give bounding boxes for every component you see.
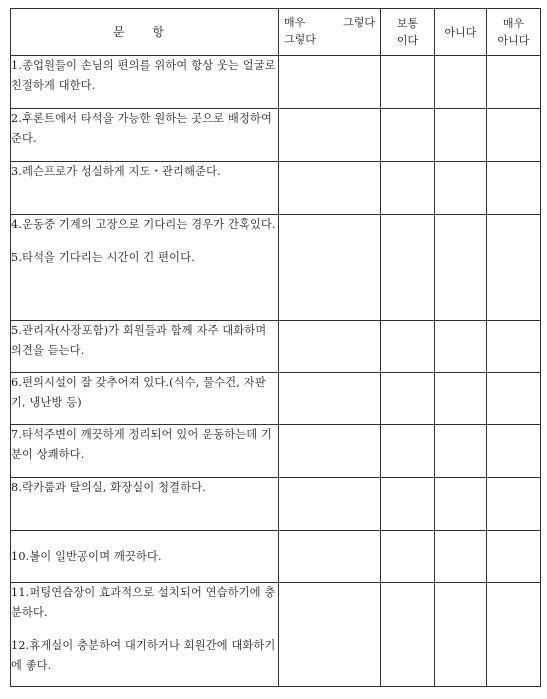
answer-cell[interactable] — [279, 109, 381, 162]
answer-cell[interactable] — [487, 531, 541, 583]
survey-table — [10, 8, 541, 687]
survey-row — [11, 583, 541, 687]
question-text: 11.퍼팅연습장이 효과적으로 설치되어 연습하기에 충분하다. — [11, 586, 276, 619]
answer-cell[interactable] — [435, 56, 487, 109]
answer-cell[interactable] — [487, 321, 541, 373]
question-text: 10.볼이 일반공이며 깨끗하다. — [11, 549, 162, 563]
answer-cell[interactable] — [381, 109, 435, 162]
very-disagree-line1: 매우 — [502, 17, 525, 30]
question-cell — [11, 583, 279, 687]
neutral-header — [381, 9, 435, 56]
answer-cell[interactable] — [381, 162, 435, 215]
header-row — [11, 9, 541, 56]
question-cell — [11, 56, 279, 109]
very-agree-agree-header — [279, 9, 381, 56]
answer-cell[interactable] — [381, 425, 435, 478]
answer-cell[interactable] — [487, 109, 541, 162]
answer-cell[interactable] — [435, 583, 487, 687]
answer-cell[interactable] — [279, 425, 381, 478]
answer-cell[interactable] — [279, 583, 381, 687]
answer-cell[interactable] — [381, 583, 435, 687]
answer-cell[interactable] — [487, 215, 541, 321]
question-text: 5.타석을 기다리는 시간이 긴 편이다. — [11, 251, 195, 264]
question-cell — [11, 373, 279, 425]
answer-cell[interactable] — [487, 373, 541, 425]
very-disagree-header — [487, 9, 541, 56]
neutral-line2: 이다 — [396, 34, 419, 47]
neutral-line1: 보통 — [396, 17, 419, 30]
survey-row — [11, 56, 541, 109]
question-text: 5.관리자(사장포함)가 회원들과 함께 자주 대화하며 의견을 듣는다. — [11, 324, 267, 357]
answer-cell[interactable] — [487, 56, 541, 109]
answer-cell[interactable] — [435, 162, 487, 215]
answer-cell[interactable] — [487, 583, 541, 687]
survey-row — [11, 425, 541, 478]
answer-cell[interactable] — [381, 478, 435, 531]
answer-cell[interactable] — [435, 109, 487, 162]
answer-cell[interactable] — [279, 162, 381, 215]
answer-cell[interactable] — [279, 215, 381, 321]
answer-cell[interactable] — [381, 56, 435, 109]
question-text: 2.후론트에서 타석을 가능한 원하는 곳으로 배정하여 준다. — [11, 112, 273, 145]
question-cell — [11, 531, 279, 583]
answer-cell[interactable] — [381, 373, 435, 425]
answer-cell[interactable] — [487, 162, 541, 215]
question-cell — [11, 425, 279, 478]
answer-cell[interactable] — [435, 321, 487, 373]
answer-cell[interactable] — [381, 215, 435, 321]
answer-cell[interactable] — [435, 478, 487, 531]
answer-cell[interactable] — [435, 373, 487, 425]
answer-cell[interactable] — [381, 531, 435, 583]
question-cell — [11, 162, 279, 215]
answer-cell[interactable] — [487, 478, 541, 531]
survey-row — [11, 531, 541, 583]
question-text: 12.휴게실이 충분하여 대기하거나 회원간에 대화하기에 좋다. — [11, 639, 276, 672]
survey-row — [11, 373, 541, 425]
survey-row — [11, 162, 541, 215]
very-agree-line2: 그렇다 — [284, 33, 316, 46]
disagree-header: 아니다 — [435, 9, 487, 56]
answer-cell[interactable] — [435, 215, 487, 321]
survey-row — [11, 109, 541, 162]
answer-cell[interactable] — [279, 478, 381, 531]
answer-cell[interactable] — [381, 321, 435, 373]
question-cell — [11, 321, 279, 373]
very-agree-line1: 매우 — [284, 16, 306, 29]
answer-cell[interactable] — [279, 321, 381, 373]
question-cell — [11, 215, 279, 321]
answer-cell[interactable] — [279, 531, 381, 583]
very-disagree-line2: 아니다 — [497, 34, 530, 47]
answer-cell[interactable] — [279, 373, 381, 425]
question-text: 1.종업원들이 손님의 편의를 위하여 항상 웃는 얼굴로 친절하게 대한다. — [11, 59, 276, 92]
answer-cell[interactable] — [279, 56, 381, 109]
question-text: 6.편의시설이 잘 갖추어져 있다.(식수, 물수건, 자판기, 냉난방 등) — [11, 376, 266, 409]
answer-cell[interactable] — [435, 531, 487, 583]
survey-row — [11, 321, 541, 373]
question-text: 7.타석주변이 깨끗하게 정리되어 있어 운동하는데 기분이 상쾌하다. — [11, 428, 273, 461]
question-cell — [11, 109, 279, 162]
question-header: 문 항 — [11, 9, 279, 56]
agree-label: 그렇다 — [343, 16, 375, 29]
question-text: 4.운동중 기계의 고장으로 기다리는 경우가 간혹있다. — [11, 218, 276, 231]
question-cell — [11, 478, 279, 531]
survey-row — [11, 478, 541, 531]
answer-cell[interactable] — [487, 425, 541, 478]
question-text: 8.락카룸과 탈의실, 화장실이 청결하다. — [11, 481, 206, 494]
question-text: 3.레슨프로가 성실하게 지도・관리해준다. — [11, 165, 221, 178]
survey-row — [11, 215, 541, 321]
answer-cell[interactable] — [435, 425, 487, 478]
